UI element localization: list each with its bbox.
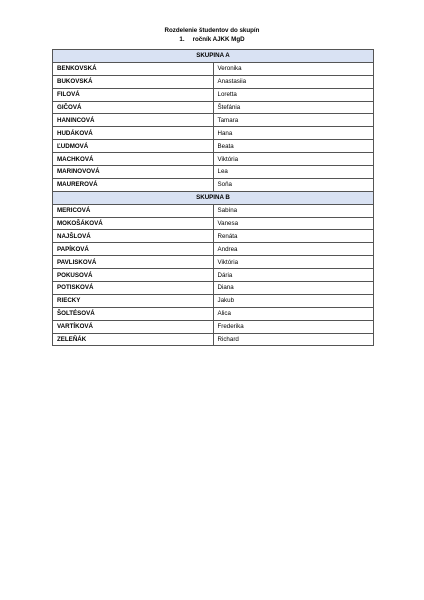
group-name: SKUPINA B: [53, 191, 374, 204]
student-surname: FILOVÁ: [53, 88, 214, 101]
student-row: [53, 178, 374, 191]
student-surname: MOKOŠÁKOVÁ: [53, 217, 214, 230]
document-heading: [0, 26, 424, 44]
student-row: [53, 153, 374, 166]
student-first-name: Andrea: [213, 243, 374, 256]
student-row: [53, 256, 374, 269]
student-row: [53, 88, 374, 101]
student-first-name: Hana: [213, 127, 374, 140]
student-first-name: Beata: [213, 140, 374, 153]
student-row: [53, 166, 374, 179]
student-surname: GIČOVÁ: [53, 101, 214, 114]
student-surname: RIECKY: [53, 294, 214, 307]
student-row: [53, 320, 374, 333]
student-first-name: Alica: [213, 307, 374, 320]
student-row: [53, 269, 374, 282]
student-row: [53, 114, 374, 127]
student-row: [53, 101, 374, 114]
group-header-row: [53, 191, 374, 204]
student-first-name: Renáta: [213, 230, 374, 243]
student-surname: ŠOLTÉSOVÁ: [53, 307, 214, 320]
student-surname: ĽUDMOVÁ: [53, 140, 214, 153]
student-surname: POTISKOVÁ: [53, 282, 214, 295]
document-title: Rozdelenie študentov do skupín: [164, 27, 260, 34]
student-surname: MERICOVÁ: [53, 204, 214, 217]
student-surname: HUDÁKOVÁ: [53, 127, 214, 140]
student-row: [53, 294, 374, 307]
student-row: [53, 217, 374, 230]
group-header-row: [53, 50, 374, 63]
student-surname: MARINOVOVÁ: [53, 166, 214, 179]
student-surname: VARTÍKOVÁ: [53, 320, 214, 333]
student-surname: BUKOVSKÁ: [53, 75, 214, 88]
student-row: [53, 333, 374, 346]
student-row: [53, 140, 374, 153]
student-first-name: Vanesa: [213, 217, 374, 230]
student-surname: NAJŠLOVÁ: [53, 230, 214, 243]
student-groups-table: [52, 49, 374, 346]
student-first-name: Sabína: [213, 204, 374, 217]
student-first-name: Soňa: [213, 178, 374, 191]
student-row: [53, 282, 374, 295]
student-groups-table-body: [53, 50, 374, 346]
student-first-name: Loretta: [213, 88, 374, 101]
student-first-name: Diana: [213, 282, 374, 295]
student-surname: HANINCOVÁ: [53, 114, 214, 127]
student-first-name: Viktória: [213, 153, 374, 166]
student-row: [53, 75, 374, 88]
student-surname: ZELEŇÁK: [53, 333, 214, 346]
student-row: [53, 204, 374, 217]
student-first-name: Veronika: [213, 62, 374, 75]
student-surname: MACHKOVÁ: [53, 153, 214, 166]
student-surname: PAPÍKOVÁ: [53, 243, 214, 256]
student-first-name: Frederika: [213, 320, 374, 333]
subtitle-text: ročník AJKK MgD: [192, 36, 245, 43]
student-first-name: Anastasiia: [213, 75, 374, 88]
student-surname: MAUREROVÁ: [53, 178, 214, 191]
student-first-name: Dária: [213, 269, 374, 282]
student-first-name: Viktória: [213, 256, 374, 269]
student-first-name: Lea: [213, 166, 374, 179]
student-row: [53, 243, 374, 256]
student-first-name: Jakub: [213, 294, 374, 307]
student-first-name: Richard: [213, 333, 374, 346]
student-surname: PAVLISKOVÁ: [53, 256, 214, 269]
student-surname: BENKOVSKÁ: [53, 62, 214, 75]
student-row: [53, 307, 374, 320]
subtitle-number: 1.: [179, 36, 185, 43]
group-name: SKUPINA A: [53, 50, 374, 63]
student-first-name: Štefánia: [213, 101, 374, 114]
student-first-name: Tamara: [213, 114, 374, 127]
student-row: [53, 230, 374, 243]
student-row: [53, 127, 374, 140]
document-subtitle: [0, 35, 424, 44]
student-surname: POKUSOVÁ: [53, 269, 214, 282]
student-row: [53, 62, 374, 75]
